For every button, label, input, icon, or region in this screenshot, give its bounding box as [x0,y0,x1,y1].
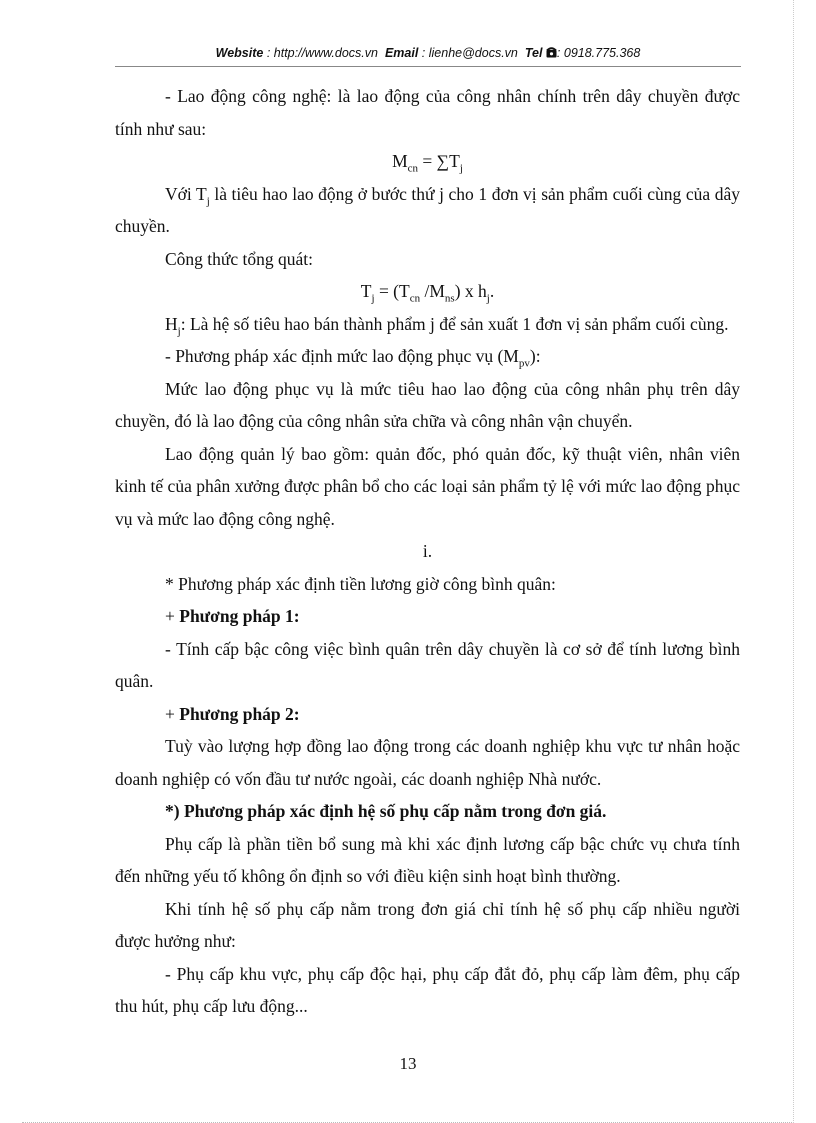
email-value: : lienhe@docs.vn [421,46,518,60]
website-value: : http://www.docs.vn [266,46,378,60]
page-header [115,46,741,61]
tel-label: Tel [524,46,543,60]
section-heading: *) Phương pháp xác định hệ số phụ cấp nằm trong đơn giá. [165,801,607,821]
paragraph: Lao động quản lý bao gồm: quản đốc, phó quản đốc, kỹ thuật viên, nhân viên kinh tế của phân xưởng được phân bổ cho các loại sản phẩm tỷ lệ với mức lao động phục vụ và mức lao động công nghệ. [115,443,740,529]
paragraph: - Tính cấp bậc công việc bình quân trên dây chuyền là cơ sở để tính lương bình quân. [115,638,740,691]
paragraph: Với $T_j$ là tiêu hao lao động ở bước thứ j cho 1 đơn vị sản phẩm cuối cùng của dây chuyền. [115,183,740,236]
subheading: + Phương pháp 2: [165,703,300,724]
paragraph: - Phương pháp xác định mức lao động phục vụ $(M_{pv})$: [165,346,541,370]
paragraph: Khi tính hệ số phụ cấp nằm trong đơn giá chỉ tính hệ số phụ cấp nhiều người được hưởng như: [115,898,740,951]
paragraph: * Phương pháp xác định tiền lương giờ công bình quân: [165,573,556,594]
formula-mcn: $M_{cn} = \sum T_j$ [392,151,463,175]
paragraph: Tuỳ vào lượng hợp đồng lao động trong các doanh nghiệp khu vực tư nhân hoặc doanh nghiệp có vốn đầu tư nước ngoài, các doanh nghiệp Nhà nước. [115,736,740,789]
paragraph: Phụ cấp là phần tiền bổ sung mà khi xác định lương cấp bậc chức vụ chưa tính đến những yếu tố không ổn định so với điều kiện sinh hoạt bình thường. [115,833,740,886]
header-divider [115,66,741,67]
paragraph: - Phụ cấp khu vực, phụ cấp độc hại, phụ cấp đắt đỏ, phụ cấp làm đêm, phụ cấp thu hút, phụ cấp lưu động... [115,963,740,1016]
paragraph: $H_j$: Là hệ số tiêu hao bán thành phẩm j để sản xuất 1 đơn vị sản phẩm cuối cùng. [165,313,729,337]
page-number: 13 [399,1054,417,1073]
list-marker: i. [422,541,433,561]
paragraph: - Lao động công nghệ: là lao động của công nhân chính trên dây chuyền được tính như sau: [115,86,740,139]
page-border-right [793,0,794,1123]
email-label: Email [384,46,419,60]
document-body [115,80,740,1023]
paragraph: Công thức tổng quát: [165,248,314,269]
subheading: + Phương pháp 1: [165,606,300,626]
website-label: Website [215,46,264,60]
phone-icon [546,47,557,61]
tel-value: : 0918.775.368 [556,46,641,60]
paragraph: Mức lao động phục vụ là mức tiêu hao lao động của công nhân phụ trên dây chuyền, đó là lao động của công nhân sửa chữa và công nhân vận chuyển. [115,378,740,431]
formula-tj: $T_j = (T_{cn}$ $/M_{ns}$) x $h_j$. [360,281,495,305]
